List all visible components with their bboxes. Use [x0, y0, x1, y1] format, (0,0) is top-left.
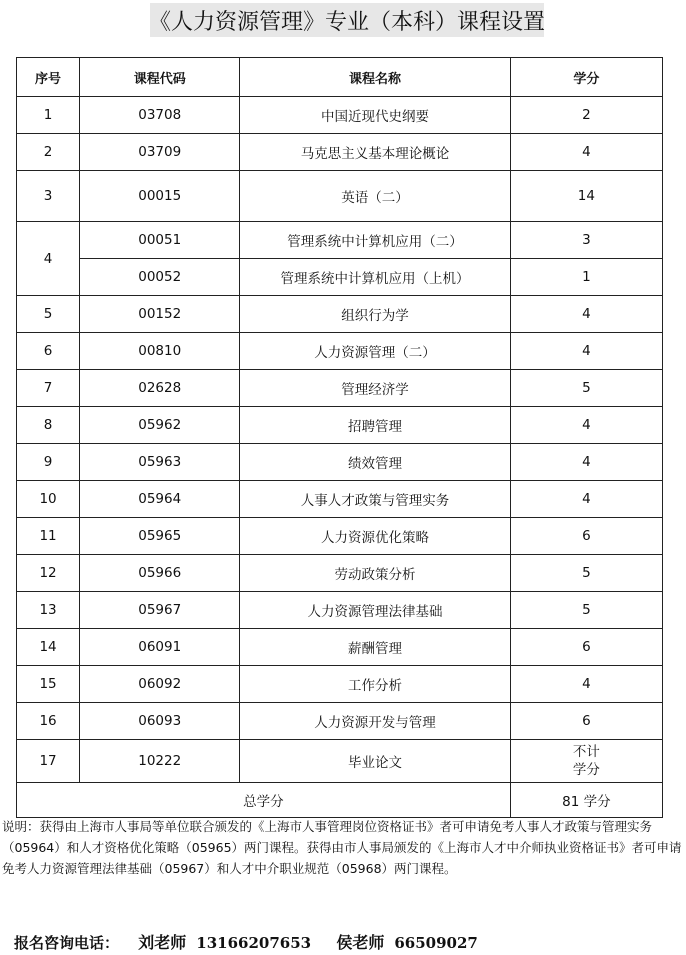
row-name: 英语（二） — [240, 171, 510, 222]
table-row — [17, 518, 663, 555]
row-code: 10222 — [80, 740, 240, 783]
row-code: 03708 — [80, 97, 240, 134]
contact-person — [336, 934, 478, 952]
row-name: 人力资源优化策略 — [240, 518, 510, 555]
row-no: 3 — [17, 171, 80, 222]
table-row — [17, 629, 663, 666]
header-name: 课程名称 — [240, 58, 510, 97]
table-row — [17, 97, 663, 134]
header-no: 序号 — [17, 58, 80, 97]
row-no: 6 — [17, 333, 80, 370]
row-code: 06091 — [80, 629, 240, 666]
row-no: 4 — [17, 222, 80, 296]
title-banner — [150, 3, 544, 37]
row-name: 招聘管理 — [240, 407, 510, 444]
row-no: 8 — [17, 407, 80, 444]
table-row — [17, 740, 663, 783]
row-credit: 6 — [510, 629, 662, 666]
row-code: 00015 — [80, 171, 240, 222]
table-row — [17, 296, 663, 333]
row-code: 00051 — [80, 222, 240, 259]
row-code: 05967 — [80, 592, 240, 629]
row-credit: 5 — [510, 370, 662, 407]
row-credit: 4 — [510, 296, 662, 333]
row-credit: 6 — [510, 703, 662, 740]
table-row — [17, 666, 663, 703]
row-code: 00810 — [80, 333, 240, 370]
row-credit: 5 — [510, 555, 662, 592]
row-credit: 4 — [510, 407, 662, 444]
table-row — [17, 444, 663, 481]
row-credit: 6 — [510, 518, 662, 555]
table-row — [17, 171, 663, 222]
row-code: 03709 — [80, 134, 240, 171]
row-name: 人力资源管理（二） — [240, 333, 510, 370]
row-code: 00052 — [80, 259, 240, 296]
table-row — [17, 592, 663, 629]
table-row — [17, 555, 663, 592]
row-name: 管理系统中计算机应用（上机） — [240, 259, 510, 296]
contact-phone: 13166207653 — [196, 934, 312, 952]
header-code: 课程代码 — [80, 58, 240, 97]
row-name: 工作分析 — [240, 666, 510, 703]
exemption-note: 说明：获得由上海市人事局等单位联合颁发的《上海市人事管理岗位资格证书》者可申请免考人事人才政策与管理实务（05964）和人才资格优化策略（05965）两门课程。获得由市人事局颁发的《上海市人才中介师执业资格证书》者可申请免考人力资源管理法律基础（05967）和人才中介职业规范（05968）两门课程。 — [2, 819, 682, 876]
row-code: 05962 — [80, 407, 240, 444]
row-name: 薪酬管理 — [240, 629, 510, 666]
credit-no-count: 不计学分 — [572, 744, 600, 778]
row-name: 中国近现代史纲要 — [240, 97, 510, 134]
page-title: 《人力资源管理》专业（本科）课程设置 — [149, 9, 546, 35]
row-name: 人力资源开发与管理 — [240, 703, 510, 740]
table-header-row — [17, 58, 663, 97]
row-code: 06092 — [80, 666, 240, 703]
total-value: 81 学分 — [510, 783, 662, 818]
table-row — [17, 134, 663, 171]
total-row — [17, 783, 663, 818]
row-name: 组织行为学 — [240, 296, 510, 333]
row-credit: 3 — [510, 222, 662, 259]
row-no: 10 — [17, 481, 80, 518]
row-name: 劳动政策分析 — [240, 555, 510, 592]
contact-label: 报名咨询电话： — [14, 934, 120, 952]
row-credit: 5 — [510, 592, 662, 629]
row-name: 管理经济学 — [240, 370, 510, 407]
row-name: 管理系统中计算机应用（二） — [240, 222, 510, 259]
table-row — [17, 481, 663, 518]
row-credit: 4 — [510, 444, 662, 481]
table-row — [17, 703, 663, 740]
contact-line — [14, 930, 498, 953]
row-credit: 1 — [510, 259, 662, 296]
row-no: 17 — [17, 740, 80, 783]
row-code: 02628 — [80, 370, 240, 407]
row-name: 绩效管理 — [240, 444, 510, 481]
row-name: 人力资源管理法律基础 — [240, 592, 510, 629]
contact-name: 刘老师 — [138, 933, 187, 952]
row-code: 05964 — [80, 481, 240, 518]
contact-person — [138, 934, 316, 952]
row-no: 9 — [17, 444, 80, 481]
row-no: 7 — [17, 370, 80, 407]
table-row — [17, 407, 663, 444]
row-credit: 4 — [510, 666, 662, 703]
table-row — [17, 259, 663, 296]
row-code: 00152 — [80, 296, 240, 333]
row-no: 12 — [17, 555, 80, 592]
row-name: 人事人才政策与管理实务 — [240, 481, 510, 518]
row-no: 14 — [17, 629, 80, 666]
row-no: 5 — [17, 296, 80, 333]
row-credit: 4 — [510, 333, 662, 370]
course-table — [16, 57, 663, 818]
row-no: 13 — [17, 592, 80, 629]
row-credit: 14 — [510, 171, 662, 222]
row-no: 15 — [17, 666, 80, 703]
row-credit: 2 — [510, 97, 662, 134]
row-code: 05966 — [80, 555, 240, 592]
total-label: 总学分 — [17, 783, 511, 818]
row-no: 2 — [17, 134, 80, 171]
row-name: 毕业论文 — [240, 740, 510, 783]
row-name: 马克思主义基本理论概论 — [240, 134, 510, 171]
row-credit: 4 — [510, 134, 662, 171]
row-credit — [510, 740, 662, 783]
row-no: 1 — [17, 97, 80, 134]
table-row — [17, 333, 663, 370]
header-credit: 学分 — [510, 58, 662, 97]
row-code: 05965 — [80, 518, 240, 555]
row-code: 05963 — [80, 444, 240, 481]
table-row — [17, 370, 663, 407]
contact-name: 侯老师 — [336, 933, 385, 952]
row-no: 11 — [17, 518, 80, 555]
table-row — [17, 222, 663, 259]
row-credit: 4 — [510, 481, 662, 518]
row-code: 06093 — [80, 703, 240, 740]
row-no: 16 — [17, 703, 80, 740]
contact-phone: 66509027 — [394, 934, 478, 952]
